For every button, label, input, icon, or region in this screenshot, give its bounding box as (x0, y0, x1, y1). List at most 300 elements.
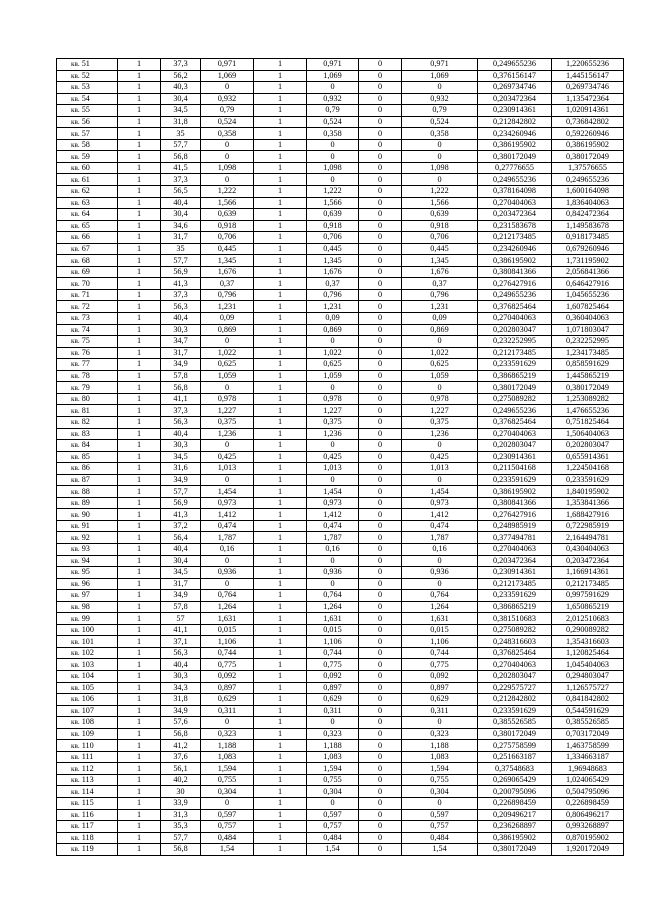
col-value-c: 0,37 (402, 278, 478, 290)
col-share: 0,376825464 (478, 301, 552, 313)
col-value-b: 0 (307, 382, 359, 394)
col-area: 31,7 (161, 578, 201, 590)
apartment-number: 52 (81, 70, 90, 80)
table-row (57, 336, 624, 348)
col-coef: 1 (254, 336, 307, 348)
col-coef: 1 (254, 659, 307, 671)
apartment-number: 104 (81, 671, 94, 681)
col-zero: 0 (359, 486, 402, 498)
col-share: 0,233591629 (478, 590, 552, 602)
table-row (57, 751, 624, 763)
col-value-b: 0 (307, 798, 359, 810)
col-area: 37,2 (161, 520, 201, 532)
col-zero: 0 (359, 844, 402, 856)
col-zero: 0 (359, 694, 402, 706)
col-total: 0,226898459 (552, 798, 624, 810)
apartment-label (57, 243, 118, 255)
table-row (57, 809, 624, 821)
col-value-a: 0,37 (201, 278, 254, 290)
col-value-c: 1,412 (402, 509, 478, 521)
apartment-label (57, 832, 118, 844)
col-value-b: 0,775 (307, 659, 359, 671)
apartment-number: 96 (81, 578, 90, 588)
apartment-prefix: кв. (71, 764, 80, 773)
apartment-label (57, 428, 118, 440)
col-share: 0,249655236 (478, 59, 552, 71)
apartment-label (57, 278, 118, 290)
table-row (57, 370, 624, 382)
col-coef: 1 (254, 278, 307, 290)
col-share: 0,270404063 (478, 428, 552, 440)
apartment-prefix: кв. (71, 626, 80, 635)
col-coef: 1 (254, 474, 307, 486)
col-coef: 1 (254, 497, 307, 509)
col-zero: 0 (359, 774, 402, 786)
apartment-label (57, 567, 118, 579)
col-value-c: 0,764 (402, 590, 478, 602)
col-total: 0,544591629 (552, 705, 624, 717)
table-row (57, 174, 624, 186)
table-row (57, 578, 624, 590)
col-count: 1 (118, 786, 161, 798)
col-total: 2,056841366 (552, 266, 624, 278)
table-row (57, 636, 624, 648)
col-value-c: 0,015 (402, 624, 478, 636)
col-zero: 0 (359, 601, 402, 613)
col-coef: 1 (254, 162, 307, 174)
apartment-label (57, 220, 118, 232)
col-zero: 0 (359, 162, 402, 174)
apartment-number: 86 (81, 463, 90, 473)
col-value-b: 1,676 (307, 266, 359, 278)
apartment-number: 63 (81, 197, 90, 207)
apartment-number: 80 (81, 394, 90, 404)
apartment-number: 105 (81, 682, 94, 692)
col-value-a: 1,412 (201, 509, 254, 521)
table-row (57, 682, 624, 694)
table-row (57, 59, 624, 71)
apartment-number: 51 (81, 59, 90, 69)
apartment-prefix: кв. (71, 314, 80, 323)
apartment-label (57, 670, 118, 682)
apartment-label (57, 324, 118, 336)
table-row (57, 555, 624, 567)
col-value-b: 0,323 (307, 728, 359, 740)
apartment-prefix: кв. (71, 556, 80, 565)
col-value-a: 1,566 (201, 197, 254, 209)
col-count: 1 (118, 821, 161, 833)
apartment-number: 72 (81, 301, 90, 311)
apartment-prefix: кв. (71, 406, 80, 415)
apartment-prefix: кв. (71, 660, 80, 669)
table-row (57, 266, 624, 278)
apartment-label (57, 555, 118, 567)
col-value-a: 0,639 (201, 209, 254, 221)
col-zero: 0 (359, 647, 402, 659)
col-zero: 0 (359, 116, 402, 128)
col-value-b: 1,059 (307, 370, 359, 382)
col-zero: 0 (359, 416, 402, 428)
col-total: 0,202803047 (552, 440, 624, 452)
col-value-c: 0,304 (402, 786, 478, 798)
col-total: 1,334663187 (552, 751, 624, 763)
apartment-label (57, 70, 118, 82)
apartment-label (57, 151, 118, 163)
apartment-label (57, 844, 118, 856)
col-area: 31,8 (161, 116, 201, 128)
apartment-label (57, 798, 118, 810)
col-area: 56,8 (161, 844, 201, 856)
apartment-label (57, 694, 118, 706)
col-value-c: 0,09 (402, 313, 478, 325)
col-area: 40,3 (161, 82, 201, 94)
col-value-b: 0,973 (307, 497, 359, 509)
col-value-b: 0,79 (307, 105, 359, 117)
apartment-number: 75 (81, 336, 90, 346)
col-zero: 0 (359, 324, 402, 336)
col-zero: 0 (359, 70, 402, 82)
col-coef: 1 (254, 670, 307, 682)
table-row (57, 509, 624, 521)
apartment-number: 65 (81, 220, 90, 230)
col-total: 0,679260946 (552, 243, 624, 255)
apartment-prefix: кв. (71, 372, 80, 381)
col-zero: 0 (359, 751, 402, 763)
col-count: 1 (118, 301, 161, 313)
col-value-b: 0,358 (307, 128, 359, 140)
apartment-number: 103 (81, 659, 94, 669)
col-value-b: 1,345 (307, 255, 359, 267)
apartment-prefix: кв. (71, 325, 80, 334)
col-total: 1,045655236 (552, 289, 624, 301)
col-area: 30,4 (161, 555, 201, 567)
col-value-a: 0,897 (201, 682, 254, 694)
col-value-c: 1,013 (402, 463, 478, 475)
col-value-b: 0,474 (307, 520, 359, 532)
apartment-number: 102 (81, 648, 94, 658)
table-row (57, 289, 624, 301)
col-zero: 0 (359, 497, 402, 509)
apartment-prefix: кв. (71, 672, 80, 681)
apartment-label (57, 347, 118, 359)
col-zero: 0 (359, 313, 402, 325)
col-coef: 1 (254, 301, 307, 313)
col-value-a: 1,594 (201, 763, 254, 775)
col-value-a: 0,484 (201, 832, 254, 844)
col-zero: 0 (359, 266, 402, 278)
col-value-a: 0 (201, 336, 254, 348)
col-zero: 0 (359, 798, 402, 810)
col-coef: 1 (254, 798, 307, 810)
apartment-number: 97 (81, 590, 90, 600)
col-zero: 0 (359, 220, 402, 232)
col-value-c: 0,474 (402, 520, 478, 532)
table-row (57, 532, 624, 544)
col-total: 0,233591629 (552, 474, 624, 486)
col-value-c: 1,54 (402, 844, 478, 856)
col-value-a: 0 (201, 798, 254, 810)
apartment-label (57, 821, 118, 833)
apartment-number: 73 (81, 313, 90, 323)
col-value-a: 0 (201, 578, 254, 590)
col-share: 0,276427916 (478, 278, 552, 290)
apartment-prefix: кв. (71, 799, 80, 808)
col-value-c: 0 (402, 798, 478, 810)
apartment-number: 82 (81, 417, 90, 427)
col-zero: 0 (359, 451, 402, 463)
col-share: 0,377494781 (478, 532, 552, 544)
col-coef: 1 (254, 786, 307, 798)
col-value-a: 1,013 (201, 463, 254, 475)
table-row (57, 162, 624, 174)
apartment-prefix: кв. (71, 522, 80, 531)
table-row (57, 347, 624, 359)
col-total: 1,840195902 (552, 486, 624, 498)
col-count: 1 (118, 832, 161, 844)
col-count: 1 (118, 151, 161, 163)
col-value-c: 1,454 (402, 486, 478, 498)
col-area: 37,1 (161, 636, 201, 648)
apartment-number: 118 (81, 832, 94, 842)
col-value-b: 0 (307, 440, 359, 452)
apartment-number: 93 (81, 544, 90, 554)
table-row (57, 313, 624, 325)
col-zero: 0 (359, 532, 402, 544)
col-value-a: 0,706 (201, 232, 254, 244)
col-zero: 0 (359, 613, 402, 625)
col-count: 1 (118, 751, 161, 763)
apartment-prefix: кв. (71, 245, 80, 254)
apartment-label (57, 647, 118, 659)
col-value-a: 0,978 (201, 393, 254, 405)
col-coef: 1 (254, 647, 307, 659)
col-zero: 0 (359, 197, 402, 209)
col-value-b: 0,092 (307, 670, 359, 682)
col-value-b: 0,015 (307, 624, 359, 636)
col-value-a: 0,932 (201, 93, 254, 105)
col-area: 56,8 (161, 728, 201, 740)
col-value-b: 0,597 (307, 809, 359, 821)
col-area: 37,3 (161, 405, 201, 417)
col-value-c: 0,524 (402, 116, 478, 128)
col-total: 1,166914361 (552, 567, 624, 579)
col-count: 1 (118, 59, 161, 71)
col-value-b: 1,236 (307, 428, 359, 440)
apartment-prefix: кв. (71, 94, 80, 103)
apartment-prefix: кв. (71, 533, 80, 542)
col-total: 1,476655236 (552, 405, 624, 417)
apartment-number: 83 (81, 428, 90, 438)
table-row (57, 624, 624, 636)
table-row (57, 497, 624, 509)
apartment-number: 54 (81, 93, 90, 103)
apartment-prefix: кв. (71, 833, 80, 842)
apartment-number: 112 (81, 763, 94, 773)
col-zero: 0 (359, 740, 402, 752)
col-share: 0,236268897 (478, 821, 552, 833)
col-value-b: 0,796 (307, 289, 359, 301)
col-share: 0,211504168 (478, 463, 552, 475)
apartment-label (57, 139, 118, 151)
col-value-a: 0,015 (201, 624, 254, 636)
table-row (57, 740, 624, 752)
col-value-c: 0,973 (402, 497, 478, 509)
col-value-b: 0,764 (307, 590, 359, 602)
apartment-label (57, 809, 118, 821)
col-total: 1,149583678 (552, 220, 624, 232)
col-value-c: 1,069 (402, 70, 478, 82)
col-value-a: 1,222 (201, 186, 254, 198)
col-zero: 0 (359, 359, 402, 371)
apartment-number: 107 (81, 705, 94, 715)
col-share: 0,386195902 (478, 139, 552, 151)
col-value-a: 1,231 (201, 301, 254, 313)
col-value-c: 0,932 (402, 93, 478, 105)
col-zero: 0 (359, 128, 402, 140)
apartment-number: 89 (81, 498, 90, 508)
apartment-number: 113 (81, 775, 94, 785)
col-share: 0,230914361 (478, 105, 552, 117)
col-share: 0,386865219 (478, 370, 552, 382)
col-total: 1,353841366 (552, 497, 624, 509)
col-count: 1 (118, 463, 161, 475)
col-zero: 0 (359, 809, 402, 821)
col-share: 0,275758599 (478, 740, 552, 752)
table-row (57, 93, 624, 105)
col-area: 30,4 (161, 93, 201, 105)
col-share: 0,202803047 (478, 670, 552, 682)
col-value-c: 0,869 (402, 324, 478, 336)
col-share: 0,380172049 (478, 728, 552, 740)
col-share: 0,380841366 (478, 266, 552, 278)
col-zero: 0 (359, 509, 402, 521)
table-row (57, 405, 624, 417)
col-area: 41,3 (161, 278, 201, 290)
col-count: 1 (118, 243, 161, 255)
apartment-prefix: кв. (71, 441, 80, 450)
col-coef: 1 (254, 243, 307, 255)
col-value-a: 0,629 (201, 694, 254, 706)
apartment-label (57, 416, 118, 428)
apartment-prefix: кв. (71, 233, 80, 242)
col-value-a: 0,311 (201, 705, 254, 717)
col-count: 1 (118, 509, 161, 521)
col-count: 1 (118, 393, 161, 405)
col-count: 1 (118, 93, 161, 105)
col-total: 1,020914361 (552, 105, 624, 117)
col-share: 0,386195902 (478, 255, 552, 267)
col-coef: 1 (254, 520, 307, 532)
table-row (57, 659, 624, 671)
col-value-c: 0,092 (402, 670, 478, 682)
table-row (57, 324, 624, 336)
col-value-a: 0,358 (201, 128, 254, 140)
col-value-a: 1,236 (201, 428, 254, 440)
col-value-a: 0,09 (201, 313, 254, 325)
col-area: 34,9 (161, 359, 201, 371)
col-area: 31,8 (161, 694, 201, 706)
col-count: 1 (118, 717, 161, 729)
col-share: 0,270404063 (478, 197, 552, 209)
apartment-prefix: кв. (71, 637, 80, 646)
apartment-label (57, 474, 118, 486)
table-row (57, 232, 624, 244)
col-coef: 1 (254, 220, 307, 232)
apartment-prefix: кв. (71, 383, 80, 392)
col-total: 1,650865219 (552, 601, 624, 613)
apartment-label (57, 128, 118, 140)
col-coef: 1 (254, 717, 307, 729)
apartment-label (57, 162, 118, 174)
col-area: 34,5 (161, 451, 201, 463)
apartment-prefix: кв. (71, 141, 80, 150)
apartment-prefix: кв. (71, 487, 80, 496)
col-share: 0,380172049 (478, 382, 552, 394)
col-zero: 0 (359, 786, 402, 798)
col-count: 1 (118, 774, 161, 786)
apartment-prefix: кв. (71, 776, 80, 785)
col-coef: 1 (254, 567, 307, 579)
col-area: 30 (161, 786, 201, 798)
col-coef: 1 (254, 705, 307, 717)
col-share: 0,270404063 (478, 659, 552, 671)
apartment-number: 117 (81, 821, 94, 831)
col-count: 1 (118, 266, 161, 278)
col-count: 1 (118, 324, 161, 336)
col-share: 0,232252995 (478, 336, 552, 348)
apartment-prefix: кв. (71, 741, 80, 750)
col-area: 57,7 (161, 139, 201, 151)
col-share: 0,202803047 (478, 324, 552, 336)
col-total: 1,463758599 (552, 740, 624, 752)
col-count: 1 (118, 405, 161, 417)
apartment-number: 67 (81, 244, 90, 254)
col-area: 56,4 (161, 532, 201, 544)
col-value-a: 0,79 (201, 105, 254, 117)
col-count: 1 (118, 128, 161, 140)
col-count: 1 (118, 220, 161, 232)
apartment-prefix: кв. (71, 221, 80, 230)
col-value-c: 0,484 (402, 832, 478, 844)
col-coef: 1 (254, 416, 307, 428)
col-value-a: 0,973 (201, 497, 254, 509)
col-share: 0,202803047 (478, 440, 552, 452)
apartment-label (57, 313, 118, 325)
apartment-label (57, 590, 118, 602)
col-count: 1 (118, 474, 161, 486)
apartment-prefix: кв. (71, 418, 80, 427)
table-row (57, 70, 624, 82)
col-area: 37,6 (161, 751, 201, 763)
col-coef: 1 (254, 809, 307, 821)
apartment-number: 70 (81, 278, 90, 288)
col-zero: 0 (359, 393, 402, 405)
col-count: 1 (118, 798, 161, 810)
col-area: 41,3 (161, 509, 201, 521)
col-count: 1 (118, 162, 161, 174)
apartment-prefix: кв. (71, 695, 80, 704)
apartment-prefix: кв. (71, 395, 80, 404)
apartment-prefix: кв. (71, 614, 80, 623)
table-row (57, 728, 624, 740)
col-zero: 0 (359, 174, 402, 186)
col-value-b: 0,978 (307, 393, 359, 405)
col-area: 34,5 (161, 105, 201, 117)
col-coef: 1 (254, 405, 307, 417)
apartment-number: 76 (81, 347, 90, 357)
col-value-b: 1,412 (307, 509, 359, 521)
table-row (57, 613, 624, 625)
